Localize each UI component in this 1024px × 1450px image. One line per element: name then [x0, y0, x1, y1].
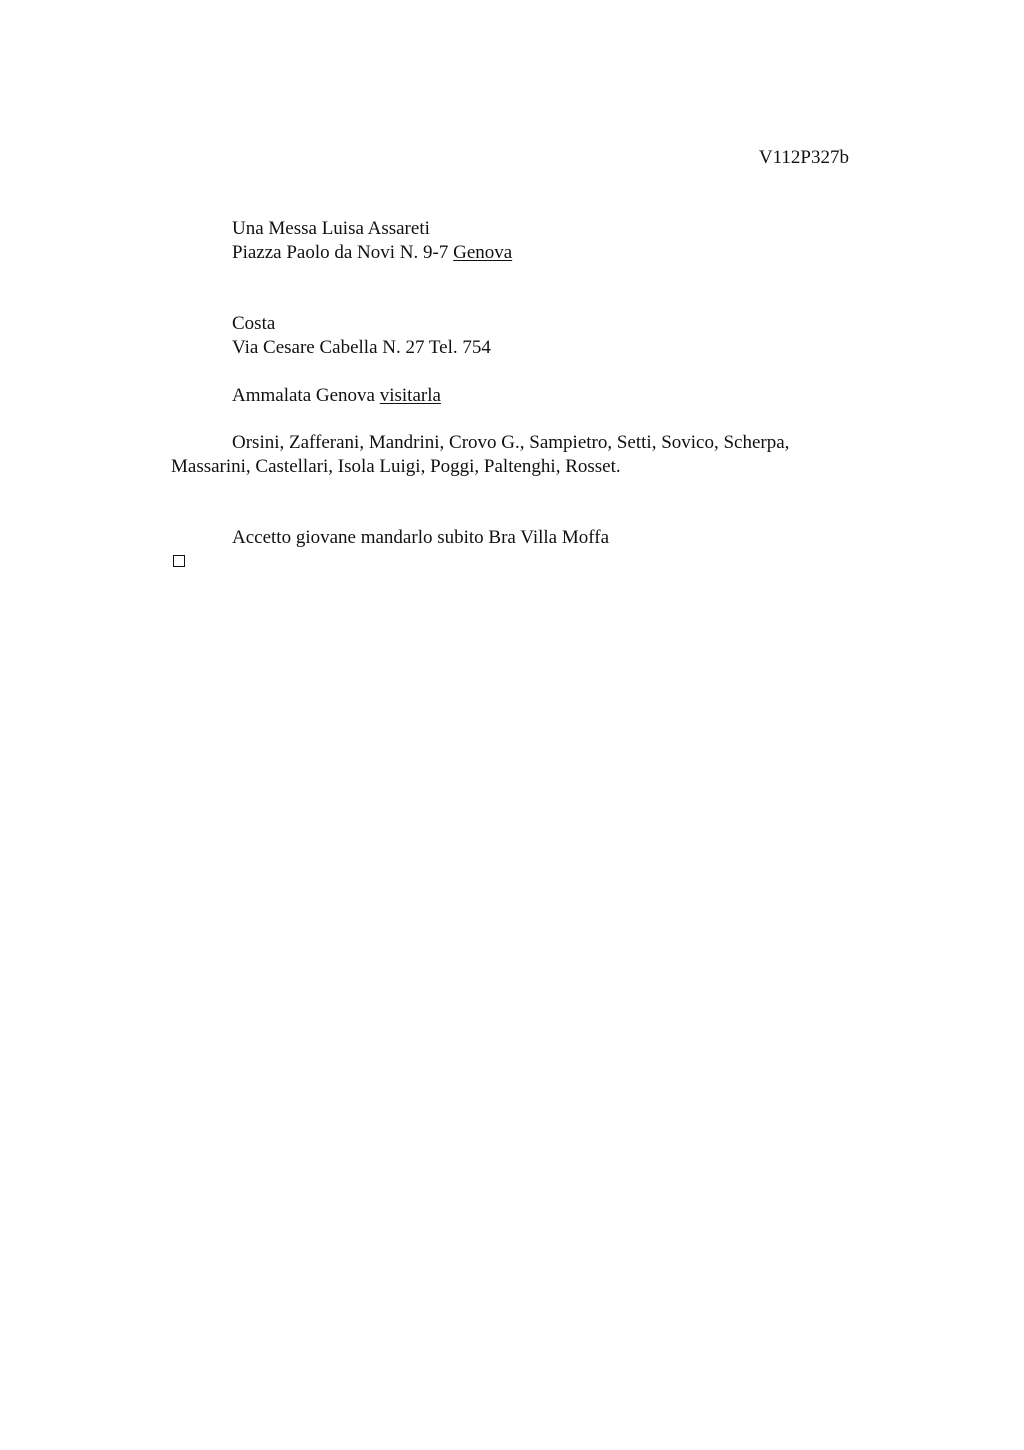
contact-address-line: Via Cesare Cabella N. 27 Tel. 754: [232, 337, 491, 358]
names-list-line-1: Orsini, Zafferani, Mandrini, Crovo G., Sampietro, Setti, Sovico, Scherpa,: [232, 432, 790, 453]
names-list-line-2: Massarini, Castellari, Isola Luigi, Poggi, Paltenghi, Rosset.: [171, 456, 621, 477]
sick-visit-text: Ammalata Genova: [232, 385, 380, 406]
visit-underlined: visitarla: [379, 385, 441, 406]
mass-address-line: [232, 241, 512, 265]
checkbox-icon[interactable]: [173, 555, 185, 567]
sick-visit-line: [232, 384, 441, 408]
acceptance-note: Accetto giovane mandarlo subito Bra Villa Moffa: [232, 527, 610, 548]
city-underlined: Genova: [453, 242, 513, 263]
mass-request-line: Una Messa Luisa Assareti: [232, 218, 430, 239]
contact-name-line: Costa: [232, 313, 276, 334]
address-text: Piazza Paolo da Novi N. 9-7: [232, 242, 454, 263]
document-id: V112P327b: [758, 147, 849, 168]
